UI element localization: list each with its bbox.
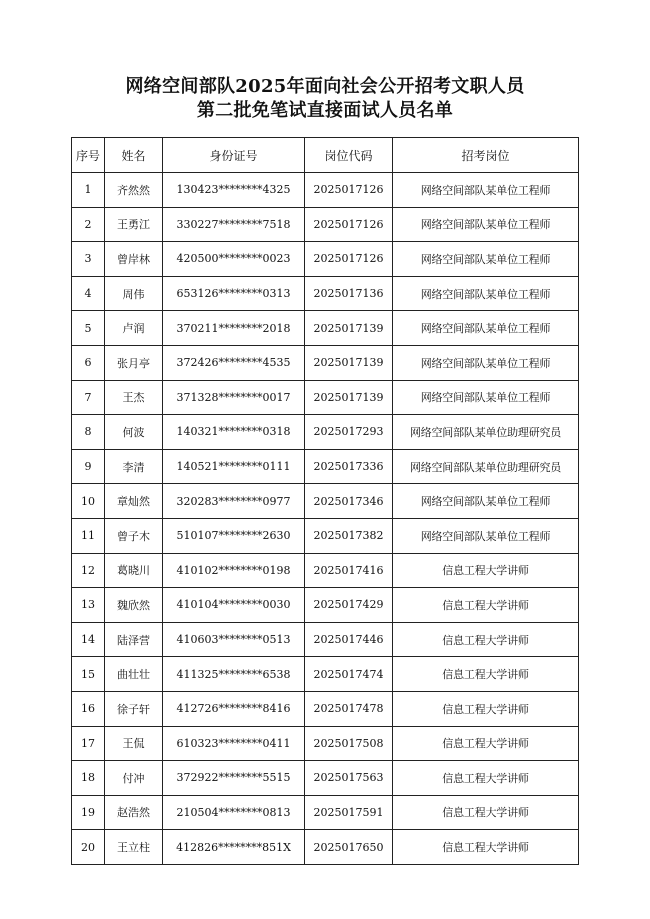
table-row — [72, 415, 579, 450]
header-serial-number: 序号 — [72, 138, 105, 173]
cell-serial-number: 6 — [72, 345, 105, 380]
cell-position-code: 2025017650 — [305, 830, 393, 865]
cell-id-number: 372922********5515 — [163, 761, 305, 796]
cell-position-code: 2025017139 — [305, 311, 393, 346]
cell-name: 葛晓川 — [105, 553, 163, 588]
cell-id-number: 371328********0017 — [163, 380, 305, 415]
cell-position-title: 信息工程大学讲师 — [393, 795, 579, 830]
cell-position-title: 网络空间部队某单位工程师 — [393, 207, 579, 242]
cell-position-code: 2025017478 — [305, 691, 393, 726]
cell-name: 王立柱 — [105, 830, 163, 865]
cell-name: 王杰 — [105, 380, 163, 415]
cell-name: 曲壮壮 — [105, 657, 163, 692]
table-row — [72, 207, 579, 242]
cell-position-code: 2025017126 — [305, 207, 393, 242]
cell-serial-number: 14 — [72, 622, 105, 657]
cell-serial-number: 12 — [72, 553, 105, 588]
table-row — [72, 588, 579, 623]
cell-id-number: 140321********0318 — [163, 415, 305, 450]
cell-serial-number: 17 — [72, 726, 105, 761]
cell-position-title: 网络空间部队某单位工程师 — [393, 311, 579, 346]
table-body — [72, 173, 579, 865]
table-row — [72, 761, 579, 796]
cell-id-number: 372426********4535 — [163, 345, 305, 380]
cell-position-title: 网络空间部队某单位工程师 — [393, 484, 579, 519]
table-row — [72, 311, 579, 346]
table-row — [72, 449, 579, 484]
cell-position-code: 2025017139 — [305, 345, 393, 380]
cell-serial-number: 11 — [72, 518, 105, 553]
cell-serial-number: 4 — [72, 276, 105, 311]
table-row — [72, 795, 579, 830]
cell-serial-number: 9 — [72, 449, 105, 484]
table-row — [72, 242, 579, 277]
cell-id-number: 610323********0411 — [163, 726, 305, 761]
cell-position-title: 网络空间部队某单位工程师 — [393, 380, 579, 415]
cell-position-title: 网络空间部队某单位工程师 — [393, 242, 579, 277]
cell-name: 何波 — [105, 415, 163, 450]
cell-serial-number: 16 — [72, 691, 105, 726]
cell-position-title: 信息工程大学讲师 — [393, 588, 579, 623]
cell-id-number: 420500********0023 — [163, 242, 305, 277]
cell-position-title: 信息工程大学讲师 — [393, 761, 579, 796]
cell-position-code: 2025017474 — [305, 657, 393, 692]
header-name: 姓名 — [105, 138, 163, 173]
cell-position-title: 网络空间部队某单位助理研究员 — [393, 415, 579, 450]
cell-name: 曾岸林 — [105, 242, 163, 277]
cell-position-code: 2025017126 — [305, 242, 393, 277]
cell-id-number: 320283********0977 — [163, 484, 305, 519]
cell-name: 王侃 — [105, 726, 163, 761]
cell-serial-number: 15 — [72, 657, 105, 692]
cell-serial-number: 7 — [72, 380, 105, 415]
table-header-row — [72, 138, 579, 173]
cell-name: 周伟 — [105, 276, 163, 311]
cell-id-number: 412826********851X — [163, 830, 305, 865]
cell-position-code: 2025017336 — [305, 449, 393, 484]
cell-position-title: 网络空间部队某单位工程师 — [393, 276, 579, 311]
cell-name: 陆泽营 — [105, 622, 163, 657]
cell-position-title: 信息工程大学讲师 — [393, 726, 579, 761]
cell-position-title: 信息工程大学讲师 — [393, 622, 579, 657]
cell-position-code: 2025017136 — [305, 276, 393, 311]
cell-name: 李清 — [105, 449, 163, 484]
cell-name: 付冲 — [105, 761, 163, 796]
table-row — [72, 380, 579, 415]
cell-serial-number: 8 — [72, 415, 105, 450]
cell-serial-number: 19 — [72, 795, 105, 830]
document-title-line2: 第二批免笔试直接面试人员名单 — [196, 100, 454, 121]
cell-serial-number: 2 — [72, 207, 105, 242]
cell-position-code: 2025017139 — [305, 380, 393, 415]
table-row — [72, 830, 579, 865]
cell-position-code: 2025017591 — [305, 795, 393, 830]
cell-id-number: 140521********0111 — [163, 449, 305, 484]
header-id-number: 身份证号 — [163, 138, 305, 173]
table-row — [72, 484, 579, 519]
table-row — [72, 553, 579, 588]
cell-id-number: 410603********0513 — [163, 622, 305, 657]
table-row — [72, 622, 579, 657]
table-row — [72, 345, 579, 380]
table-row — [72, 726, 579, 761]
cell-id-number: 510107********2630 — [163, 518, 305, 553]
table-row — [72, 173, 579, 208]
cell-id-number: 412726********8416 — [163, 691, 305, 726]
header-position-code: 岗位代码 — [305, 138, 393, 173]
cell-serial-number: 10 — [72, 484, 105, 519]
table-row — [72, 276, 579, 311]
cell-id-number: 370211********2018 — [163, 311, 305, 346]
cell-position-title: 信息工程大学讲师 — [393, 830, 579, 865]
cell-name: 张月亭 — [105, 345, 163, 380]
interview-roster-table — [71, 137, 579, 865]
cell-position-code: 2025017508 — [305, 726, 393, 761]
cell-name: 魏欣然 — [105, 588, 163, 623]
cell-serial-number: 5 — [72, 311, 105, 346]
cell-id-number: 210504********0813 — [163, 795, 305, 830]
cell-name: 徐子轩 — [105, 691, 163, 726]
cell-position-title: 网络空间部队某单位工程师 — [393, 345, 579, 380]
cell-id-number: 410102********0198 — [163, 553, 305, 588]
table-row — [72, 657, 579, 692]
cell-name: 王勇江 — [105, 207, 163, 242]
cell-name: 卢润 — [105, 311, 163, 346]
cell-position-title: 网络空间部队某单位助理研究员 — [393, 449, 579, 484]
cell-position-title: 信息工程大学讲师 — [393, 691, 579, 726]
cell-position-title: 信息工程大学讲师 — [393, 657, 579, 692]
cell-id-number: 130423********4325 — [163, 173, 305, 208]
cell-name: 曾子木 — [105, 518, 163, 553]
cell-position-code: 2025017416 — [305, 553, 393, 588]
cell-position-title: 网络空间部队某单位工程师 — [393, 173, 579, 208]
cell-name: 赵浩然 — [105, 795, 163, 830]
cell-position-code: 2025017563 — [305, 761, 393, 796]
cell-serial-number: 3 — [72, 242, 105, 277]
table-row — [72, 691, 579, 726]
cell-name: 章灿然 — [105, 484, 163, 519]
cell-position-code: 2025017126 — [305, 173, 393, 208]
cell-serial-number: 18 — [72, 761, 105, 796]
cell-id-number: 330227********7518 — [163, 207, 305, 242]
cell-serial-number: 1 — [72, 173, 105, 208]
cell-name: 齐然然 — [105, 173, 163, 208]
cell-position-code: 2025017446 — [305, 622, 393, 657]
cell-id-number: 410104********0030 — [163, 588, 305, 623]
cell-id-number: 653126********0313 — [163, 276, 305, 311]
document-title-line1: 网络空间部队2025年面向社会公开招考文职人员 — [125, 76, 525, 97]
cell-position-code: 2025017346 — [305, 484, 393, 519]
cell-position-code: 2025017429 — [305, 588, 393, 623]
cell-serial-number: 20 — [72, 830, 105, 865]
cell-serial-number: 13 — [72, 588, 105, 623]
cell-position-title: 网络空间部队某单位工程师 — [393, 518, 579, 553]
table-row — [72, 518, 579, 553]
cell-position-code: 2025017382 — [305, 518, 393, 553]
cell-position-code: 2025017293 — [305, 415, 393, 450]
cell-position-title: 信息工程大学讲师 — [393, 553, 579, 588]
header-position-title: 招考岗位 — [393, 138, 579, 173]
cell-id-number: 411325********6538 — [163, 657, 305, 692]
